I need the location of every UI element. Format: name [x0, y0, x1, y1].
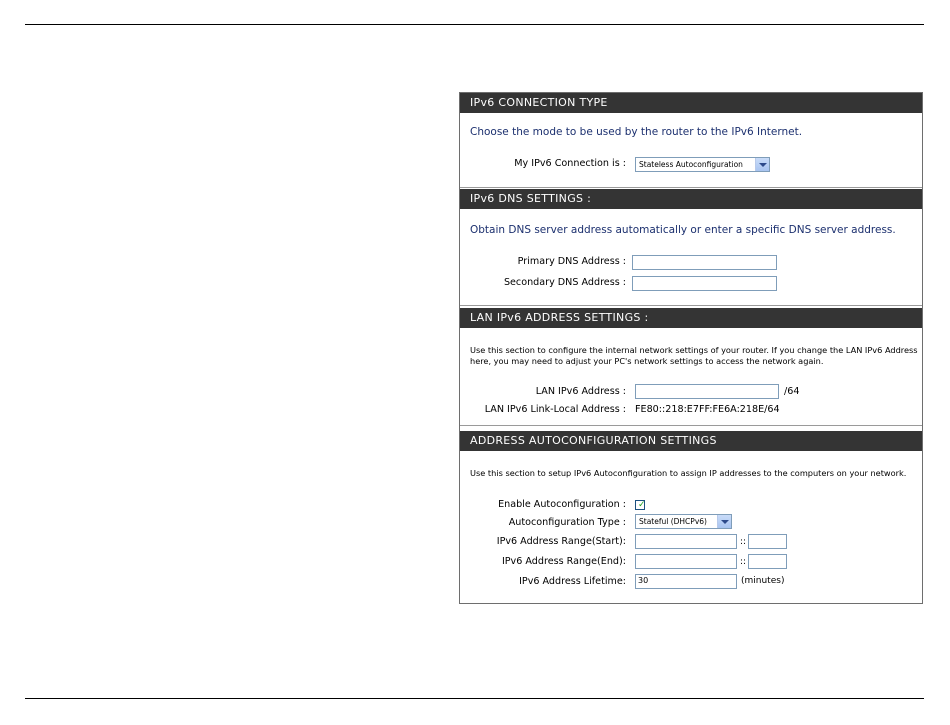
- chevron-down-icon[interactable]: [717, 515, 731, 528]
- autoconfig-title: ADDRESS AUTOCONFIGURATION SETTINGS: [470, 434, 717, 447]
- connection-type-description: Choose the mode to be used by the router to the IPv6 Internet.: [470, 126, 803, 138]
- link-local-value: FE80::218:E7FF:FE6A:218E/64: [635, 404, 780, 415]
- range-end-label: IPv6 Address Range(End):: [501, 556, 626, 567]
- lan-description-line1: Use this section to configure the internal network settings of your router. If you change the LAN IPv6 Address: [470, 345, 918, 355]
- range-end-suffix-input[interactable]: [748, 554, 787, 569]
- secondary-dns-input[interactable]: [632, 276, 777, 291]
- connection-type-select[interactable]: [635, 157, 770, 172]
- autoconfig-header: [460, 431, 922, 451]
- enable-autoconfig-label: Enable Autoconfiguration :: [498, 499, 626, 510]
- chevron-down-icon[interactable]: [755, 158, 769, 171]
- autoconfig-type-label: Autoconfiguration Type :: [508, 517, 626, 528]
- lan-description-line2: here, you may need to adjust your PC's network settings to access the network again.: [470, 356, 824, 366]
- autoconfig-type-select[interactable]: [635, 514, 732, 529]
- range-start-label: IPv6 Address Range(Start):: [496, 536, 626, 547]
- primary-dns-input[interactable]: [632, 255, 777, 270]
- link-local-label: LAN IPv6 Link-Local Address :: [484, 404, 626, 415]
- range-end-separator: ::: [740, 557, 747, 567]
- dns-description: Obtain DNS server address automatically or enter a specific DNS server address.: [470, 224, 896, 236]
- range-start-suffix-input[interactable]: [748, 534, 787, 549]
- connection-type-header: [460, 93, 922, 113]
- autoconfig-type-selected: Stateful (DHCPv6): [639, 517, 707, 526]
- connection-type-selected: Stateless Autoconfiguration: [639, 160, 743, 169]
- connection-type-label: My IPv6 Connection is :: [514, 158, 626, 169]
- range-start-input[interactable]: [635, 534, 737, 549]
- bottom-rule: [25, 698, 924, 699]
- range-end-input[interactable]: [635, 554, 737, 569]
- secondary-dns-label: Secondary DNS Address :: [503, 277, 626, 288]
- divider: [460, 187, 922, 188]
- lan-settings-header: [460, 308, 922, 328]
- enable-autoconfig-checkbox[interactable]: [635, 500, 645, 510]
- lan-description: [470, 345, 920, 367]
- dns-settings-title: IPv6 DNS SETTINGS :: [470, 192, 592, 205]
- lifetime-label: IPv6 Address Lifetime:: [519, 576, 626, 587]
- primary-dns-label: Primary DNS Address :: [517, 256, 626, 267]
- autoconfig-description: Use this section to setup IPv6 Autoconfiguration to assign IP addresses to the computers on your network.: [470, 468, 907, 478]
- ipv6-settings-panel: [459, 92, 923, 604]
- lan-ipv6-address-input[interactable]: [635, 384, 779, 399]
- divider: [460, 425, 922, 426]
- lan-ipv6-address-label: LAN IPv6 Address :: [535, 386, 626, 397]
- checkmark-icon: ✓: [638, 500, 646, 510]
- lifetime-unit: (minutes): [741, 576, 785, 586]
- lifetime-input[interactable]: 30: [635, 574, 737, 589]
- range-start-separator: ::: [740, 537, 747, 547]
- top-rule: [25, 24, 924, 25]
- lan-prefix-length: /64: [784, 386, 800, 397]
- lan-settings-title: LAN IPv6 ADDRESS SETTINGS :: [470, 311, 649, 324]
- divider: [460, 305, 922, 306]
- dns-settings-header: [460, 189, 922, 209]
- connection-type-title: IPv6 CONNECTION TYPE: [470, 96, 608, 109]
